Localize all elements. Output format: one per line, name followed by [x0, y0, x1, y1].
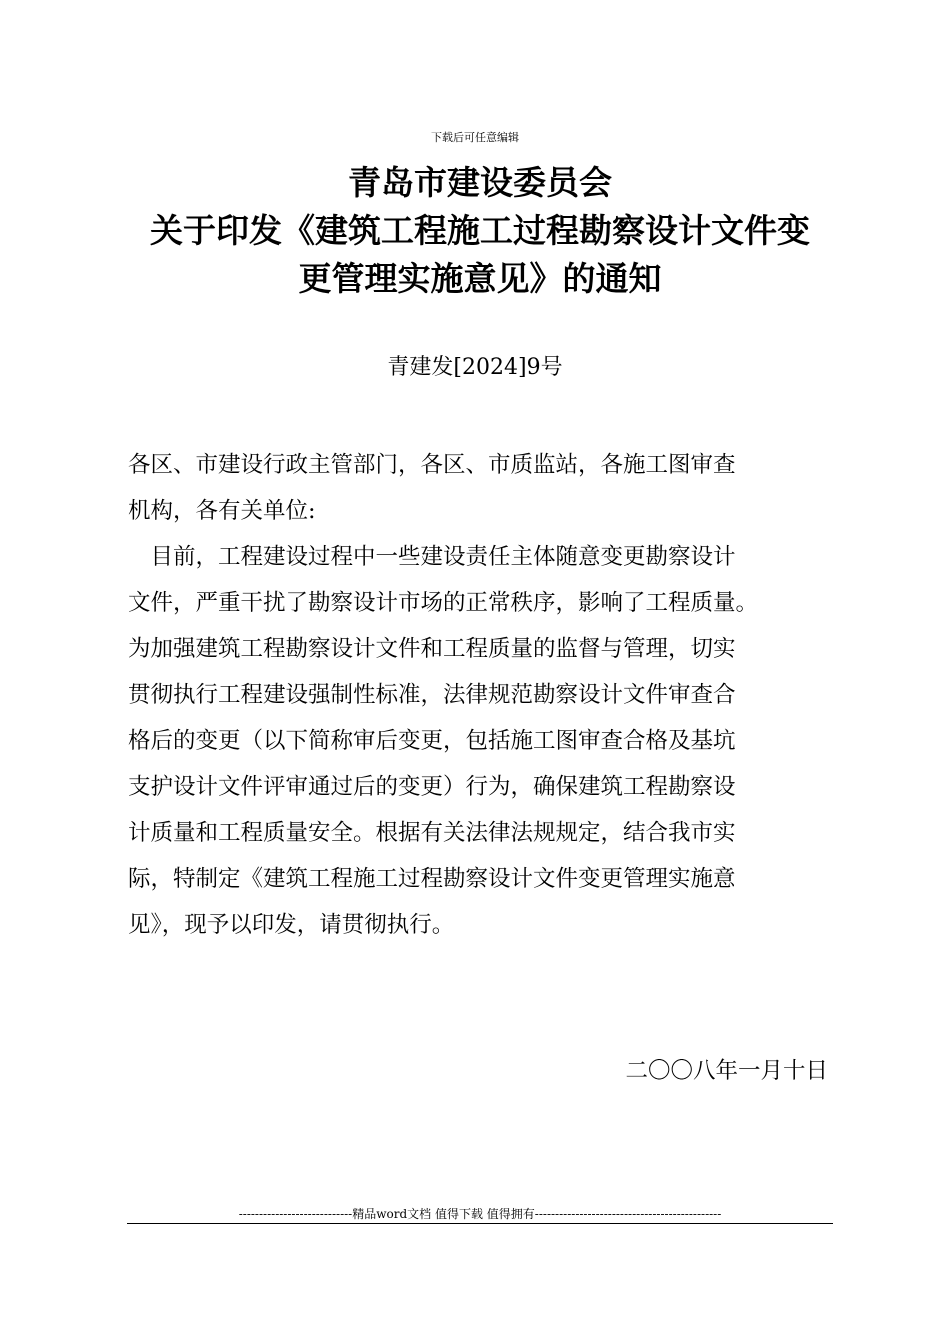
- document-number: 青建发[2024]9号: [387, 355, 563, 380]
- signature-date: 二〇〇八年一月十日: [625, 1058, 828, 1084]
- paragraph-line: 见》，现予以印发，请贯彻执行。: [128, 912, 455, 938]
- footer-divider: [127, 1223, 833, 1224]
- salutation-line: 各区、市建设行政主管部门，各区、市质监站，各施工图审查: [128, 452, 736, 478]
- title-line-2: 关于印发《建筑工程施工过程勘察设计文件变: [150, 211, 810, 250]
- salutation-line: 机构，各有关单位:: [128, 498, 316, 524]
- paragraph-line: 支护设计文件评审通过后的变更）行为，确保建筑工程勘察设: [128, 774, 736, 800]
- paragraph-line: 文件，严重干扰了勘察设计市场的正常秩序，影响了工程质量。: [128, 590, 759, 616]
- paragraph-line: 为加强建筑工程勘察设计文件和工程质量的监督与管理，切实: [128, 636, 736, 662]
- header-note: 下载后可任意编辑: [431, 131, 519, 144]
- paragraph-line: 目前，工程建设过程中一些建设责任主体随意变更勘察设计: [128, 544, 736, 570]
- paragraph-line: 际，特制定《建筑工程施工过程勘察设计文件变更管理实施意: [128, 866, 736, 892]
- paragraph-line: 格后的变更（以下简称审后变更，包括施工图审查合格及基坑: [128, 728, 736, 754]
- footer-text: ----------------------------精品word文档 值得下载 值得拥有----------------------------------------------: [238, 1207, 722, 1221]
- paragraph-line: 贯彻执行工程建设强制性标准，法律规范勘察设计文件审查合: [128, 682, 736, 708]
- paragraph-line: 计质量和工程质量安全。根据有关法律法规规定，结合我市实: [128, 820, 736, 846]
- title-line-3: 更管理实施意见》的通知: [298, 259, 662, 298]
- title-line-1: 青岛市建设委员会: [348, 163, 612, 202]
